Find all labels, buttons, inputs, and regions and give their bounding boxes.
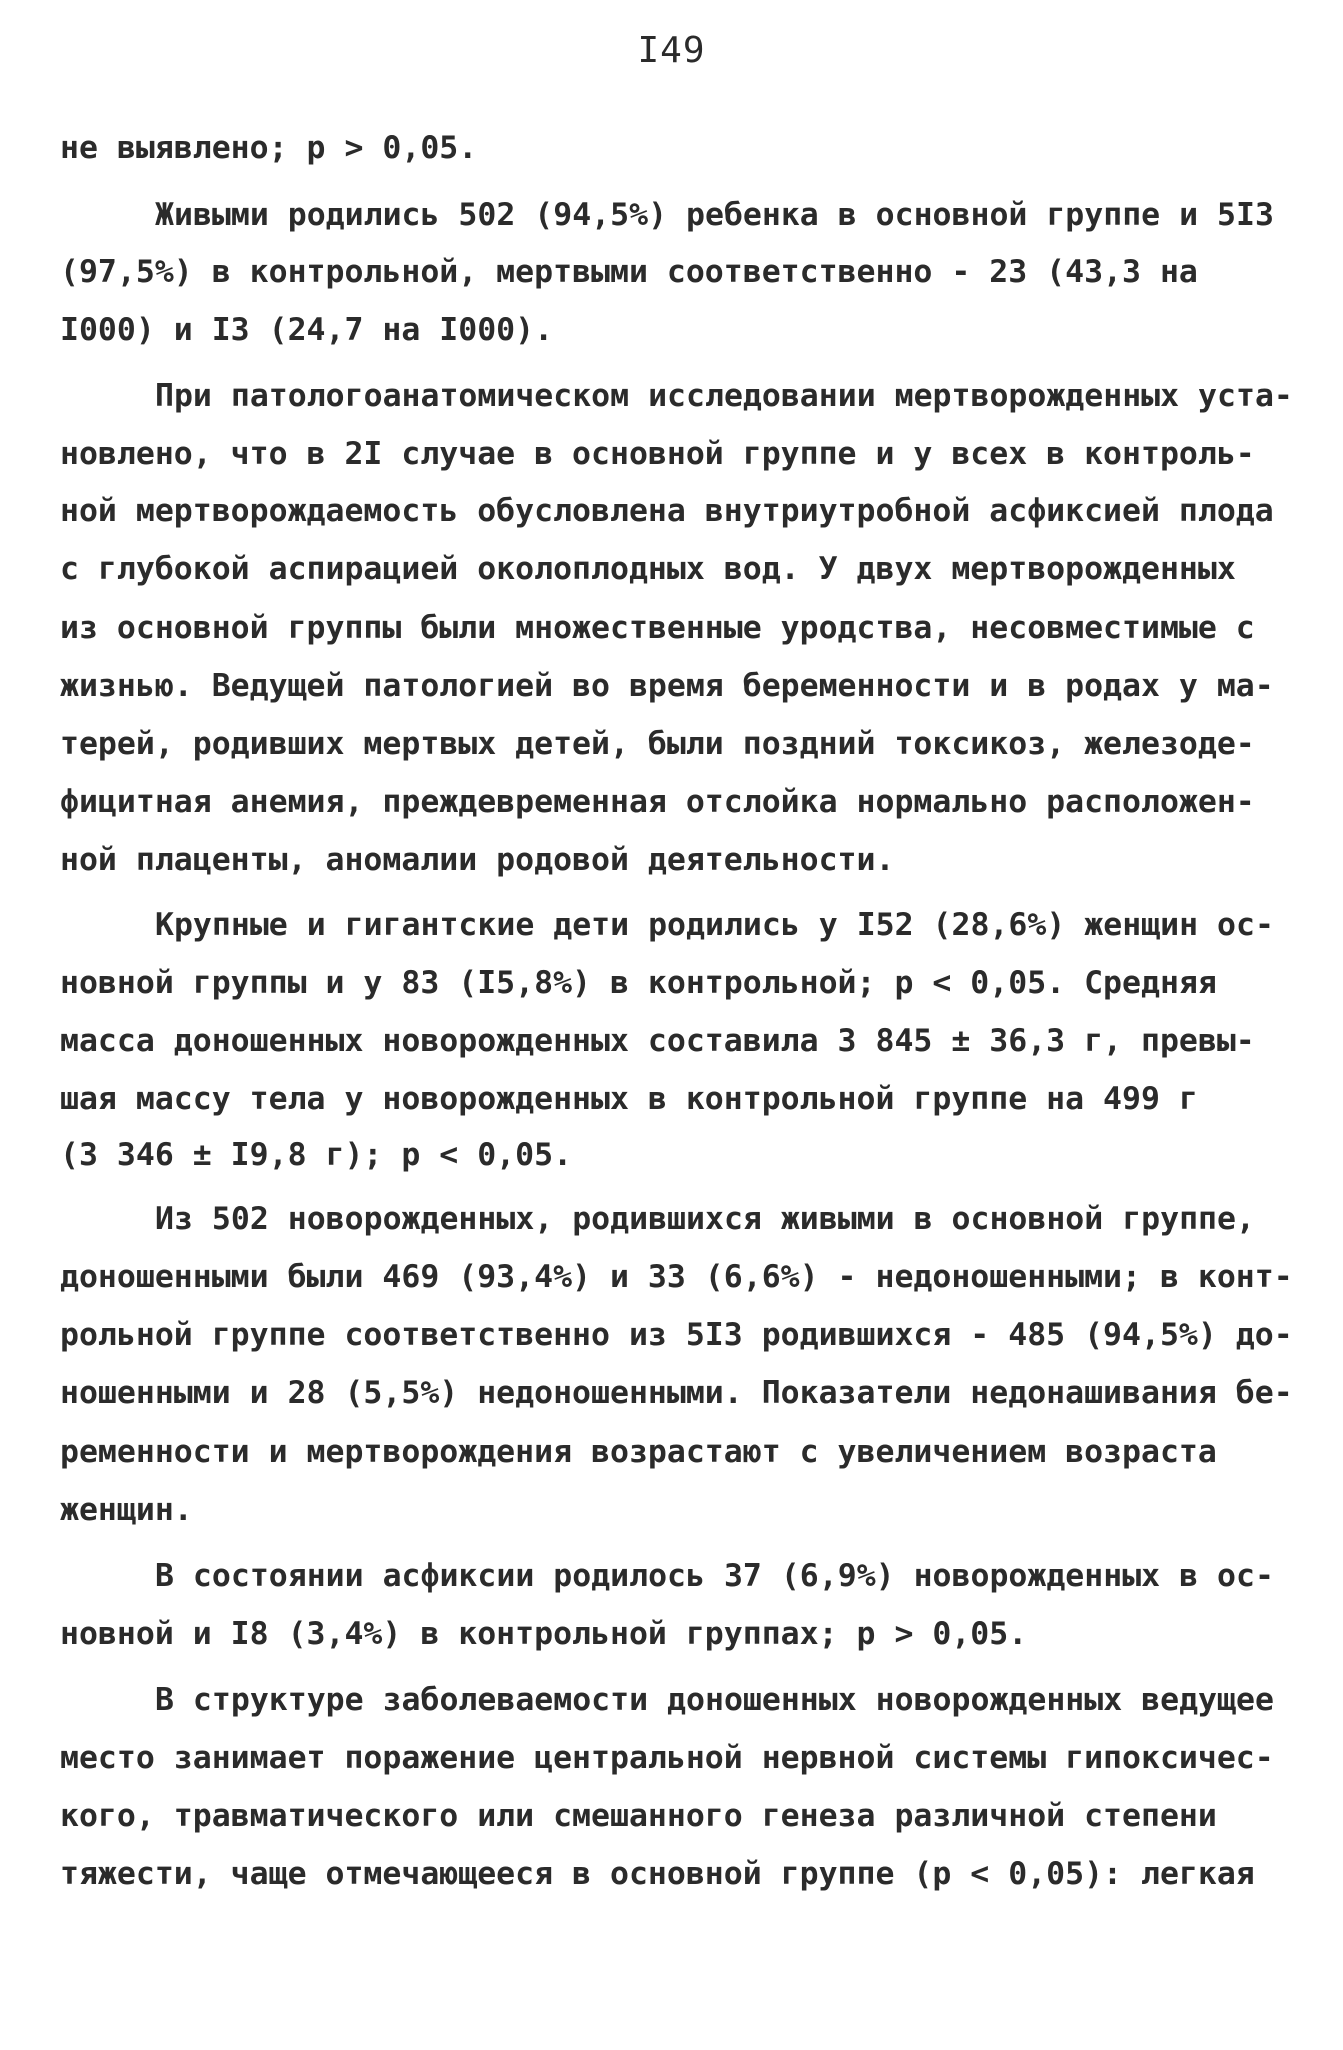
text-line: I000) и I3 (24,7 на I000).: [60, 312, 554, 348]
text-line: шая массу тела у новорожденных в контрольной группе на 499 г: [60, 1081, 1198, 1117]
text-line: место занимает поражение центральной нервной системы гипоксичес-: [60, 1740, 1274, 1776]
text-line: (3 346 ± I9,8 г); р < 0,05.: [60, 1137, 573, 1173]
text-line: (97,5%) в контрольной, мертвыми соответственно - 23 (43,3 на: [60, 254, 1198, 290]
text-line: В состоянии асфиксии родилось 37 (6,9%) новорожденных в ос-: [155, 1558, 1274, 1594]
text-line: ной плаценты, аномалии родовой деятельности.: [60, 842, 895, 878]
text-line: Из 502 новорожденных, родившихся живыми в основной группе,: [155, 1201, 1255, 1237]
text-line: ношенными и 28 (5,5%) недоношенными. Показатели недонашивания бе-: [60, 1375, 1293, 1411]
text-line: Крупные и гигантские дети родились у I52 (28,6%) женщин ос-: [155, 907, 1274, 943]
text-line: с глубокой аспирацией околоплодных вод. У двух мертворожденных: [60, 551, 1236, 587]
text-line: доношенными были 469 (93,4%) и 33 (6,6%) - недоношенными; в конт-: [60, 1259, 1293, 1295]
text-line: ременности и мертворождения возрастают с увеличением возраста: [60, 1434, 1217, 1470]
text-line: При патологоанатомическом исследовании мертворожденных уста-: [155, 378, 1293, 414]
text-line: новной и I8 (3,4%) в контрольной группах; р > 0,05.: [60, 1616, 1028, 1652]
text-line: В структуре заболеваемости доношенных новорожденных ведущее: [155, 1682, 1274, 1718]
page-number: I49: [637, 30, 706, 71]
text-line: новной группы и у 83 (I5,8%) в контрольной; р < 0,05. Средняя: [60, 965, 1217, 1001]
text-line: не выявлено; р > 0,05.: [60, 130, 478, 166]
text-line: ной мертворождаемость обусловлена внутриутробной асфиксией плода: [60, 493, 1274, 529]
text-line: женщин.: [60, 1492, 193, 1528]
text-line: Живыми родились 502 (94,5%) ребенка в основной группе и 5I3: [155, 197, 1274, 233]
text-line: кого, травматического или смешанного генеза различной степени: [60, 1798, 1217, 1834]
text-line: фицитная анемия, преждевременная отслойка нормально расположен-: [60, 784, 1255, 820]
text-line: из основной группы были множественные уродства, несовместимые с: [60, 610, 1255, 646]
text-line: терей, родивших мертвых детей, были поздний токсикоз, железоде-: [60, 726, 1255, 762]
text-line: тяжести, чаще отмечающееся в основной группе (р < 0,05): легкая: [60, 1856, 1255, 1892]
text-line: рольной группе соответственно из 5I3 родившихся - 485 (94,5%) до-: [60, 1317, 1293, 1353]
text-line: новлено, что в 2I случае в основной группе и у всех в контроль-: [60, 436, 1255, 472]
text-line: масса доношенных новорожденных составила 3 845 ± 36,3 г, превы-: [60, 1023, 1255, 1059]
text-line: жизнью. Ведущей патологией во время беременности и в родах у ма-: [60, 668, 1274, 704]
